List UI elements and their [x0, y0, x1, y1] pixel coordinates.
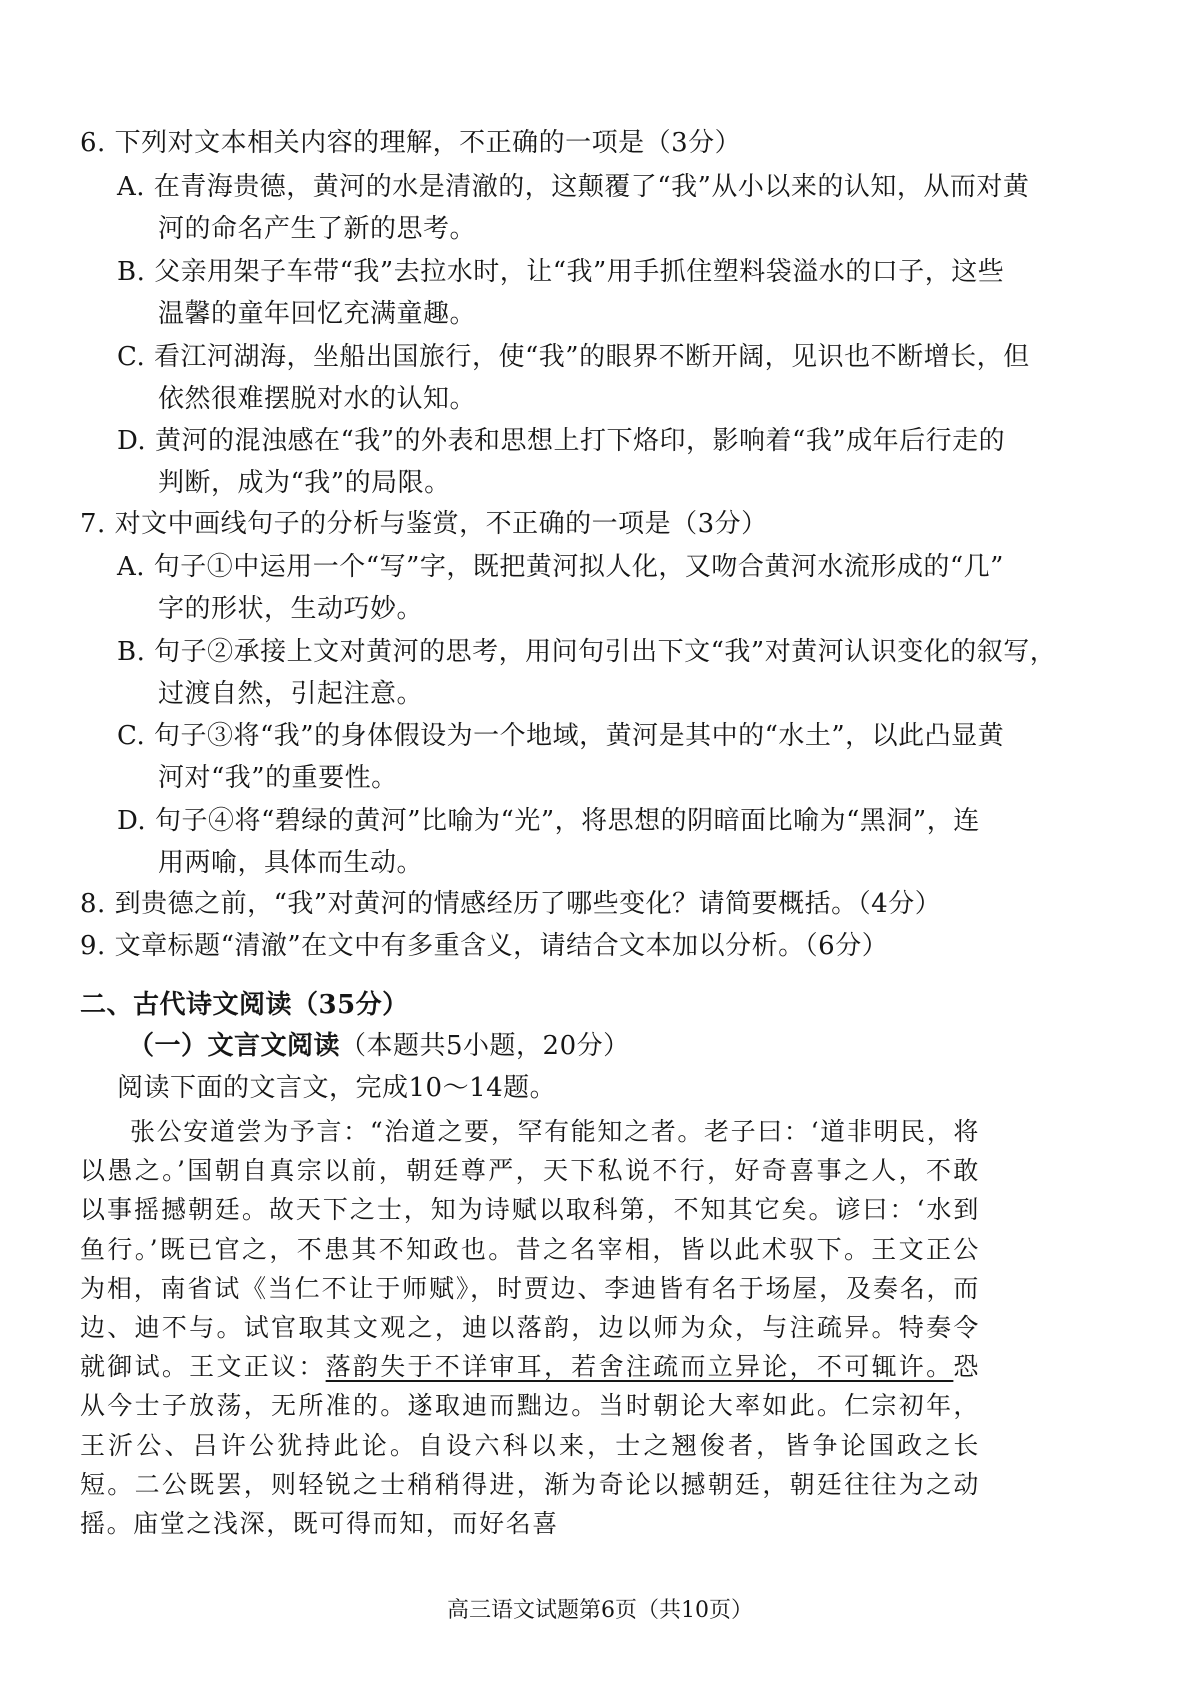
passage-text-1: 张公安道尝为予言：“治道之要，罕有能知之者。老子曰：‘道非明民，将以愚之。’国朝自真宗以前，朝廷尊严，天下私说不行，好奇喜事之人，不敢以事摇撼朝廷。故天下之士，知为诗赋以取科第，不知其它矣。谚曰：‘水到鱼行。’既已官之，不患其不知政也。昔之名宰相，皆以此术驭下。王文正公为相，南省试《当仁不让于师赋》，时贾边、李迪皆有名于场屋，及奏名，而边、迪不与。试官取其文观之，迪以落韵，边以师为众，与注疏异。特奏令就御试。王文正议： [80, 1117, 980, 1382]
question-7-option-c-cont: 河对“我”的重要性。 [158, 763, 398, 793]
page-footer: 高三语文试题第6页（共10页） [447, 1598, 753, 1623]
question-6-option-a-cont: 河的命名产生了新的思考。 [158, 214, 477, 244]
underlined-sentence: 落韵失于不详审耳，若舍注疏而立异论，不可辄许。 [325, 1352, 954, 1382]
section-2-title: 二、古代诗文阅读（35分） [80, 990, 409, 1020]
question-7-option-b-cont: 过渡自然，引起注意。 [158, 679, 424, 709]
question-6-option-d: D. 黄河的混浊感在“我”的外表和思想上打下烙印，影响着“我”成年后行走的 [117, 426, 1006, 456]
subsection-1-note: （本题共5小题，20分） [340, 1031, 630, 1061]
question-7-stem: 7. 对文中画线句子的分析与鉴赏，不正确的一项是（3分） [80, 509, 768, 539]
subsection-1-title: （一）文言文阅读 [128, 1031, 341, 1061]
question-6-option-b: B. 父亲用架子车带“我”去拉水时，让“我”用手抓住塑料袋溢水的口子，这些 [117, 257, 1005, 287]
question-6-option-c: C. 看江河湖海，坐船出国旅行，使“我”的眼界不断开阔，见识也不断增长，但 [117, 342, 1030, 372]
question-7-option-d: D. 句子④将“碧绿的黄河”比喻为“光”，将思想的阴暗面比喻为“黑洞”，连 [117, 806, 980, 836]
reading-instruction: 阅读下面的文言文，完成10～14题。 [117, 1073, 557, 1103]
question-6-option-b-cont: 温馨的童年回忆充满童趣。 [158, 299, 477, 329]
passage-paragraph [80, 1112, 980, 1543]
subsection-1-heading [128, 1030, 630, 1062]
question-6-option-a: A. 在青海贵德，黄河的水是清澈的，这颠覆了“我”从小以来的认知，从而对黄 [117, 172, 1030, 202]
question-7-option-c: C. 句子③将“我”的身体假设为一个地域，黄河是其中的“水土”，以此凸显黄 [117, 721, 1005, 751]
question-7-option-d-cont: 用两喻，具体而生动。 [158, 848, 424, 878]
question-8: 8. 到贵德之前，“我”对黄河的情感经历了哪些变化？请简要概括。（4分） [80, 889, 942, 919]
question-9: 9. 文章标题“清澈”在文中有多重含义，请结合文本加以分析。（6分） [80, 931, 889, 961]
passage-text-2: 恐从今士子放荡，无所准的。遂取迪而黜边。当时朝论大率如此。仁宗初年，王沂公、吕许公犹持此论。自设六科以来，士之翘俊者，皆争论国政之长短。二公既罢，则轻锐之士稍稍得进，渐为奇论以撼朝廷，朝廷往往为之动摇。庙堂之浅深，既可得而知，而好名喜 [80, 1352, 980, 1539]
question-7-option-b: B. 句子②承接上文对黄河的思考，用问句引出下文“我”对黄河认识变化的叙写， [117, 637, 1057, 667]
question-7-option-a-cont: 字的形状，生动巧妙。 [158, 594, 424, 624]
question-6-option-c-cont: 依然很难摆脱对水的认知。 [158, 384, 477, 414]
question-6-stem: 6. 下列对文本相关内容的理解，不正确的一项是（3分） [80, 128, 742, 158]
classical-passage [80, 1112, 980, 1543]
question-6-option-d-cont: 判断，成为“我”的局限。 [158, 468, 451, 498]
question-7-option-a: A. 句子①中运用一个“写”字，既把黄河拟人化，又吻合黄河水流形成的“几” [117, 552, 1004, 582]
